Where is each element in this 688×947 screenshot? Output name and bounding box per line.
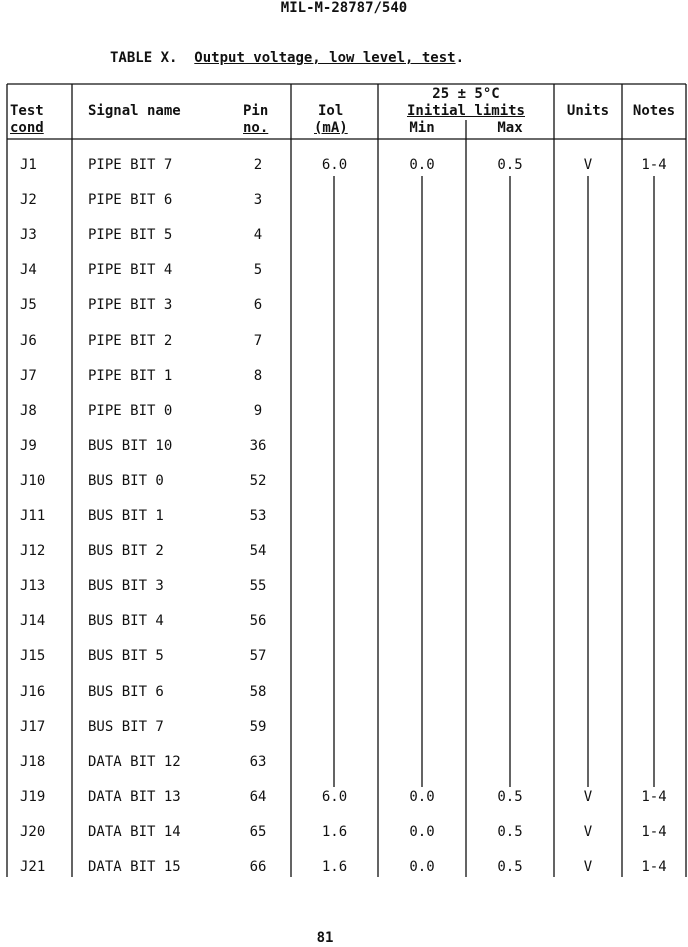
- max-limit-cell: 0.5: [497, 157, 523, 173]
- pin-cell: 4: [253, 227, 263, 244]
- max-limit-cell: 0.5: [497, 859, 523, 875]
- notes-cell: 1-4: [641, 823, 667, 840]
- pin-cell: 59: [249, 718, 267, 735]
- min-limit-cell: 0.0: [409, 157, 435, 173]
- test-cond-cell: J5: [20, 297, 37, 314]
- max-limit-cell: 0.5: [497, 788, 523, 805]
- pin-cell: 63: [249, 753, 267, 770]
- pin-cell: 65: [249, 823, 267, 840]
- test-cond-cell: J4: [20, 262, 37, 279]
- header-notes: Notes: [632, 103, 676, 119]
- min-limit-cell: 0.0: [409, 859, 435, 875]
- table-title-suffix: .: [455, 50, 465, 66]
- test-cond-cell: J9: [20, 437, 37, 454]
- pin-cell: 56: [249, 613, 267, 630]
- test-cond-cell: J18: [20, 753, 46, 770]
- header-units: Units: [566, 103, 610, 119]
- signal-name-cell: BUS BIT 0: [88, 472, 164, 489]
- table-title-text: Output voltage, low level, test: [194, 50, 456, 66]
- pin-cell: 52: [249, 472, 267, 489]
- header-min: Min: [409, 120, 435, 136]
- signal-name-cell: PIPE BIT 3: [88, 297, 173, 314]
- pin-cell: 54: [249, 543, 267, 560]
- test-cond-cell: J2: [20, 192, 37, 209]
- units-cell: V: [583, 788, 593, 805]
- signal-name-cell: PIPE BIT 2: [88, 332, 173, 349]
- signal-name-cell: DATA BIT 13: [88, 788, 181, 805]
- test-cond-cell: J6: [20, 332, 37, 349]
- signal-name-cell: DATA BIT 14: [88, 823, 181, 840]
- header-signal-name: Signal name: [88, 103, 181, 119]
- signal-name-cell: BUS BIT 3: [88, 578, 164, 595]
- pin-cell: 7: [253, 332, 263, 349]
- signal-name-cell: PIPE BIT 0: [88, 402, 173, 419]
- iol-cell: 1.6: [321, 823, 348, 840]
- table-title-prefix: TABLE X.: [110, 50, 178, 66]
- pin-cell: 8: [253, 367, 263, 384]
- signal-name-cell: BUS BIT 10: [88, 437, 173, 454]
- notes-cell: 1-4: [641, 157, 667, 173]
- test-cond-cell: J10: [20, 472, 46, 489]
- pin-cell: 66: [249, 859, 267, 875]
- signal-name-cell: PIPE BIT 5: [88, 227, 173, 244]
- test-cond-cell: J7: [20, 367, 37, 384]
- signal-name-cell: BUS BIT 2: [88, 543, 164, 560]
- test-cond-cell: J13: [20, 578, 46, 595]
- header-temperature: 25 ± 5°C: [432, 86, 500, 102]
- pin-cell: 64: [249, 788, 267, 805]
- pin-cell: 57: [249, 648, 267, 665]
- signal-name-cell: BUS BIT 4: [88, 613, 164, 630]
- header-initial-limits: Initial limits: [406, 103, 525, 119]
- units-cell: V: [583, 859, 593, 875]
- test-cond-cell: J14: [20, 613, 46, 630]
- notes-cell: 1-4: [641, 788, 667, 805]
- header-test-cond-line1: Test: [10, 103, 44, 119]
- test-cond-cell: J15: [20, 648, 46, 665]
- max-limit-cell: 0.5: [497, 823, 523, 840]
- test-cond-cell: J3: [20, 227, 37, 244]
- signal-name-cell: DATA BIT 15: [88, 859, 181, 875]
- signal-name-cell: PIPE BIT 6: [88, 192, 173, 209]
- header-pin-line2: no.: [243, 120, 269, 136]
- test-cond-cell: J19: [20, 788, 46, 805]
- header-max: Max: [497, 120, 523, 136]
- pin-cell: 9: [253, 402, 263, 419]
- signal-name-cell: PIPE BIT 7: [88, 157, 173, 173]
- min-limit-cell: 0.0: [409, 788, 435, 805]
- header-pin-line1: Pin: [243, 103, 269, 119]
- units-cell: V: [583, 157, 593, 173]
- test-cond-cell: J1: [20, 157, 37, 173]
- test-cond-cell: J11: [20, 508, 46, 524]
- pin-cell: 5: [253, 262, 263, 279]
- iol-cell: 6.0: [321, 157, 348, 173]
- signal-name-cell: BUS BIT 6: [88, 683, 164, 700]
- document-id: MIL-M-28787/540: [280, 0, 408, 16]
- pin-cell: 2: [253, 157, 263, 173]
- pin-cell: 58: [249, 683, 267, 700]
- test-cond-cell: J16: [20, 683, 46, 700]
- notes-cell: 1-4: [641, 859, 667, 875]
- header-iol-line2: (mA): [314, 120, 348, 136]
- test-cond-cell: J17: [20, 718, 46, 735]
- iol-cell: 6.0: [321, 788, 348, 805]
- pin-cell: 53: [249, 508, 267, 524]
- test-cond-cell: J20: [20, 823, 46, 840]
- pin-cell: 6: [253, 297, 263, 314]
- signal-name-cell: PIPE BIT 4: [88, 262, 173, 279]
- iol-cell: 1.6: [321, 859, 348, 875]
- signal-name-cell: PIPE BIT 1: [88, 367, 173, 384]
- header-test-cond-line2: cond: [10, 120, 44, 136]
- test-cond-cell: J12: [20, 543, 46, 560]
- test-cond-cell: J8: [20, 402, 37, 419]
- signal-name-cell: DATA BIT 12: [88, 753, 181, 770]
- pin-cell: 3: [253, 192, 263, 209]
- pin-cell: 55: [249, 578, 267, 595]
- pin-cell: 36: [249, 437, 267, 454]
- header-iol-line1: Iol: [318, 103, 344, 119]
- page-number: 81: [316, 930, 334, 946]
- signal-name-cell: BUS BIT 7: [88, 718, 164, 735]
- min-limit-cell: 0.0: [409, 823, 435, 840]
- signal-name-cell: BUS BIT 1: [88, 508, 164, 524]
- units-cell: V: [583, 823, 593, 840]
- signal-name-cell: BUS BIT 5: [88, 648, 164, 665]
- test-cond-cell: J21: [20, 859, 46, 875]
